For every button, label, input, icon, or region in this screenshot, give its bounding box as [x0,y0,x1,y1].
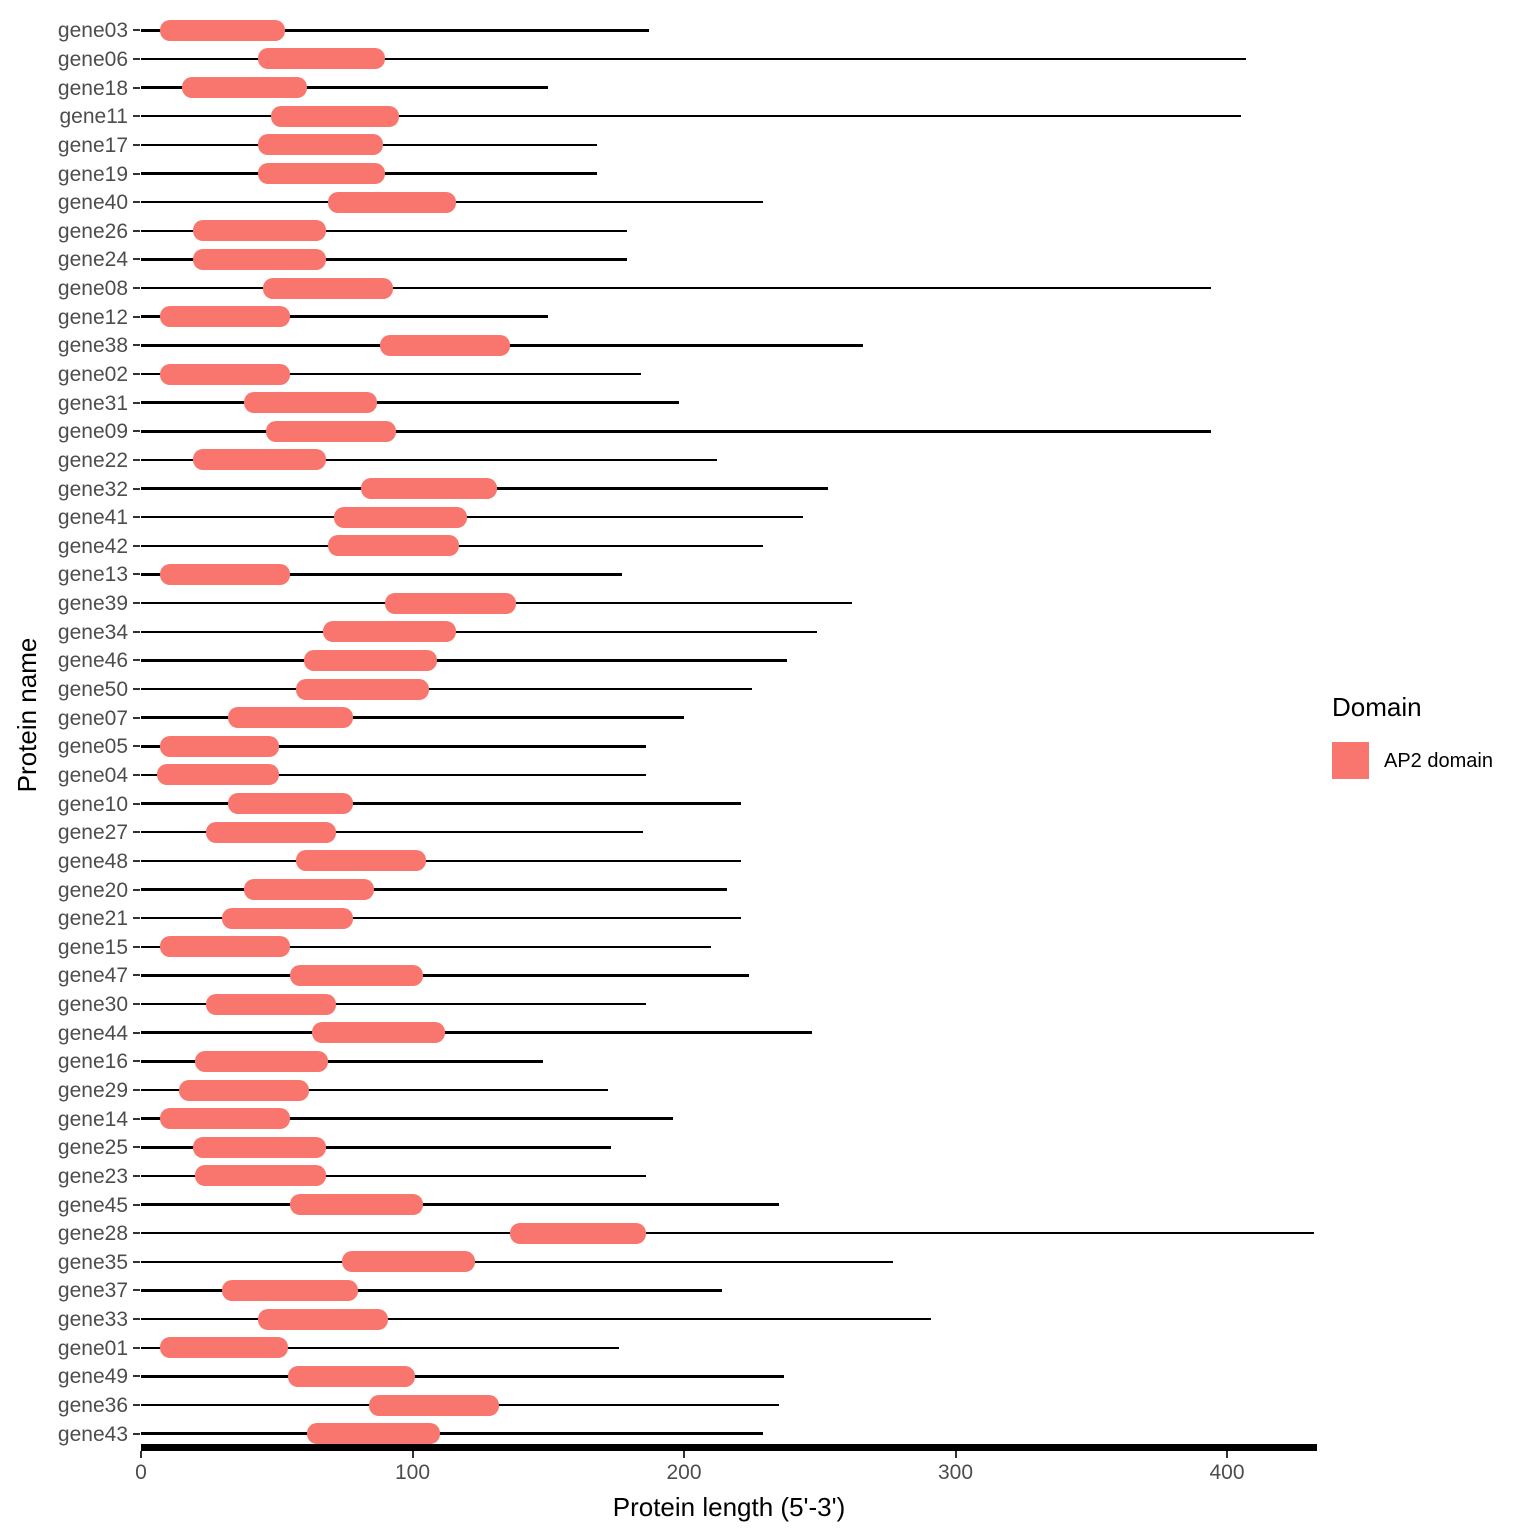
x-tick-300 [955,1451,957,1458]
y-tick-gene22 [133,459,140,461]
domain-segment-gene22 [193,449,326,470]
y-tick-gene48 [133,860,140,862]
protein-backbone-gene07 [141,716,684,719]
legend-item [1332,742,1493,779]
domain-segment-gene04 [157,764,279,785]
protein-label-gene18: gene18 [57,76,128,100]
protein-label-gene47: gene47 [57,964,128,988]
domain-segment-gene30 [206,994,336,1015]
protein-backbone-gene31 [141,401,679,404]
protein-label-gene16: gene16 [57,1050,128,1074]
domain-segment-gene24 [193,249,326,270]
protein-label-gene36: gene36 [57,1394,128,1418]
y-tick-gene41 [133,516,140,518]
protein-label-gene42: gene42 [57,534,128,558]
protein-label-gene40: gene40 [57,191,128,215]
protein-label-gene06: gene06 [57,47,128,71]
domain-segment-gene42 [328,535,458,556]
y-tick-gene24 [133,258,140,260]
domain-segment-gene25 [193,1137,326,1158]
protein-backbone-gene34 [141,631,817,634]
domain-segment-gene31 [244,392,377,413]
x-tick-100 [412,1451,414,1458]
protein-label-gene07: gene07 [57,706,128,730]
y-tick-gene39 [133,602,140,604]
y-tick-gene16 [133,1060,140,1062]
domain-segment-gene14 [160,1108,290,1129]
y-tick-gene50 [133,688,140,690]
protein-label-gene41: gene41 [57,506,128,530]
y-tick-gene40 [133,201,140,203]
domain-segment-gene47 [290,965,423,986]
domain-segment-gene44 [312,1022,445,1043]
domain-segment-gene23 [195,1165,325,1186]
y-axis-title: Protein name [12,637,42,793]
protein-label-gene02: gene02 [57,363,128,386]
protein-label-gene32: gene32 [57,477,128,501]
protein-label-gene45: gene45 [57,1193,128,1217]
protein-label-gene01: gene01 [57,1336,128,1360]
y-tick-gene32 [133,488,140,490]
y-tick-gene30 [133,1003,140,1005]
protein-backbone-gene20 [141,888,727,891]
protein-label-gene09: gene09 [57,420,128,444]
domain-segment-gene29 [179,1080,309,1101]
domain-segment-gene13 [160,564,290,585]
protein-label-gene19: gene19 [57,162,128,186]
y-tick-gene02 [133,373,140,375]
domain-segment-gene03 [160,20,285,41]
domain-segment-gene43 [307,1423,440,1444]
protein-backbone-gene43 [141,1432,763,1435]
domain-segment-gene10 [228,793,353,814]
protein-label-gene04: gene04 [57,763,128,787]
protein-label-gene26: gene26 [57,219,128,243]
domain-segment-gene49 [288,1366,416,1387]
protein-label-gene31: gene31 [57,391,128,415]
y-tick-gene14 [133,1118,140,1120]
legend-title: Domain [1332,692,1422,722]
domain-segment-gene48 [296,850,426,871]
domain-segment-gene21 [222,908,352,929]
x-tick-label-0: 0 [135,1461,147,1484]
y-tick-gene08 [133,287,140,289]
protein-label-gene29: gene29 [57,1079,128,1102]
protein-label-gene35: gene35 [57,1250,128,1274]
protein-label-gene39: gene39 [57,592,128,616]
domain-segment-gene45 [290,1194,423,1215]
protein-label-gene15: gene15 [57,935,128,959]
domain-segment-gene17 [258,134,383,155]
y-tick-gene35 [133,1261,140,1263]
protein-backbone-gene48 [141,860,741,863]
domain-segment-gene41 [334,507,467,528]
x-tick-label-100: 100 [394,1461,431,1484]
domain-segment-gene06 [258,48,386,69]
y-tick-gene33 [133,1318,140,1320]
domain-segment-gene01 [160,1337,288,1358]
y-tick-gene31 [133,402,140,404]
domain-segment-gene16 [195,1051,328,1072]
y-tick-gene45 [133,1204,140,1206]
protein-label-gene14: gene14 [57,1107,128,1131]
protein-label-gene27: gene27 [57,821,128,845]
domain-segment-gene39 [385,593,515,614]
y-tick-gene29 [133,1089,140,1091]
y-tick-gene38 [133,344,140,346]
protein-label-gene23: gene23 [57,1164,128,1188]
domain-segment-gene07 [228,707,353,728]
x-tick-label-300: 300 [937,1461,974,1484]
protein-label-gene50: gene50 [57,678,128,702]
domain-segment-gene27 [206,822,336,843]
x-axis-title: Protein length (5'-3') [612,1492,846,1522]
domain-segment-gene33 [258,1309,388,1330]
protein-label-gene44: gene44 [57,1021,128,1045]
y-tick-gene27 [133,831,140,833]
y-tick-gene09 [133,430,140,432]
y-tick-gene11 [133,115,140,117]
protein-backbone-gene45 [141,1203,779,1206]
y-tick-gene25 [133,1146,140,1148]
protein-label-gene46: gene46 [57,649,128,673]
protein-label-gene22: gene22 [57,448,128,472]
domain-segment-gene08 [263,278,393,299]
domain-segment-gene18 [182,77,307,98]
legend-item-label: AP2 domain [1384,749,1493,772]
domain-segment-gene32 [361,478,497,499]
y-tick-gene28 [133,1232,140,1234]
domain-segment-gene09 [266,421,396,442]
domain-segment-gene19 [258,163,386,184]
protein-label-gene20: gene20 [57,878,128,902]
y-tick-gene17 [133,144,140,146]
protein-label-gene34: gene34 [57,620,128,644]
protein-label-gene21: gene21 [57,907,128,931]
x-tick-400 [1226,1451,1228,1458]
legend-swatch-ap2-domain [1332,742,1369,779]
domain-segment-gene05 [160,736,279,757]
x-tick-0 [140,1451,142,1458]
domain-segment-gene26 [193,220,326,241]
y-tick-gene20 [133,889,140,891]
y-tick-gene03 [133,29,140,31]
protein-label-gene10: gene10 [57,792,128,816]
protein-label-gene13: gene13 [57,563,128,587]
protein-label-gene12: gene12 [57,305,128,329]
protein-label-gene11: gene11 [59,105,128,129]
protein-label-gene48: gene48 [57,849,128,873]
y-tick-gene12 [133,316,140,318]
y-tick-gene06 [133,58,140,60]
y-tick-gene15 [133,946,140,948]
y-tick-gene47 [133,974,140,976]
protein-label-gene05: gene05 [57,735,128,759]
y-tick-gene19 [133,173,140,175]
protein-backbone-gene44 [141,1031,812,1034]
y-tick-gene18 [133,87,140,89]
legend [1332,694,1493,779]
y-tick-gene23 [133,1175,140,1177]
y-tick-gene10 [133,803,140,805]
domain-segment-gene20 [244,879,374,900]
y-tick-gene04 [133,774,140,776]
y-tick-gene43 [133,1433,140,1435]
protein-label-gene38: gene38 [57,334,128,358]
x-tick-label-200: 200 [666,1461,702,1484]
protein-label-gene03: gene03 [57,19,128,43]
domain-segment-gene15 [160,936,290,957]
x-axis-line [141,1444,1317,1451]
protein-label-gene08: gene08 [57,277,128,301]
y-tick-gene42 [133,545,140,547]
y-tick-gene44 [133,1032,140,1034]
protein-label-gene28: gene28 [57,1222,128,1246]
protein-backbone-gene46 [141,659,787,662]
domain-segment-gene50 [296,679,429,700]
protein-backbone-gene28 [141,1232,1314,1235]
y-tick-gene36 [133,1404,140,1406]
domain-segment-gene37 [222,1280,358,1301]
domain-segment-gene02 [160,364,290,385]
y-tick-gene21 [133,917,140,919]
protein-backbone-gene49 [141,1375,784,1378]
y-tick-gene05 [133,745,140,747]
domain-segment-gene11 [271,106,399,127]
protein-label-gene33: gene33 [57,1308,128,1332]
protein-label-gene49: gene49 [57,1365,128,1389]
y-tick-gene49 [133,1375,140,1377]
protein-label-gene43: gene43 [57,1422,128,1446]
protein-label-gene37: gene37 [57,1279,128,1303]
domain-segment-gene36 [369,1395,499,1416]
domain-segment-gene12 [160,306,290,327]
y-tick-gene26 [133,230,140,232]
protein-label-gene24: gene24 [57,248,128,272]
domain-segment-gene35 [342,1251,475,1272]
domain-segment-gene38 [380,335,510,356]
domain-segment-gene28 [510,1223,646,1244]
y-tick-gene34 [133,631,140,633]
y-tick-gene13 [133,573,140,575]
protein-label-gene17: gene17 [57,133,128,157]
protein-backbone-gene50 [141,688,752,691]
protein-label-gene30: gene30 [57,993,128,1017]
protein-label-gene25: gene25 [57,1136,128,1160]
protein-backbone-gene41 [141,516,803,519]
protein-backbone-gene47 [141,974,749,977]
domain-segment-gene40 [328,192,456,213]
x-tick-200 [683,1451,685,1458]
domain-segment-gene34 [323,621,456,642]
y-tick-gene01 [133,1347,140,1349]
protein-backbone-gene35 [141,1261,893,1264]
x-tick-label-400: 400 [1209,1461,1245,1484]
y-tick-gene07 [133,717,140,719]
y-tick-gene46 [133,659,140,661]
y-tick-gene37 [133,1289,140,1291]
domain-segment-gene46 [304,650,437,671]
